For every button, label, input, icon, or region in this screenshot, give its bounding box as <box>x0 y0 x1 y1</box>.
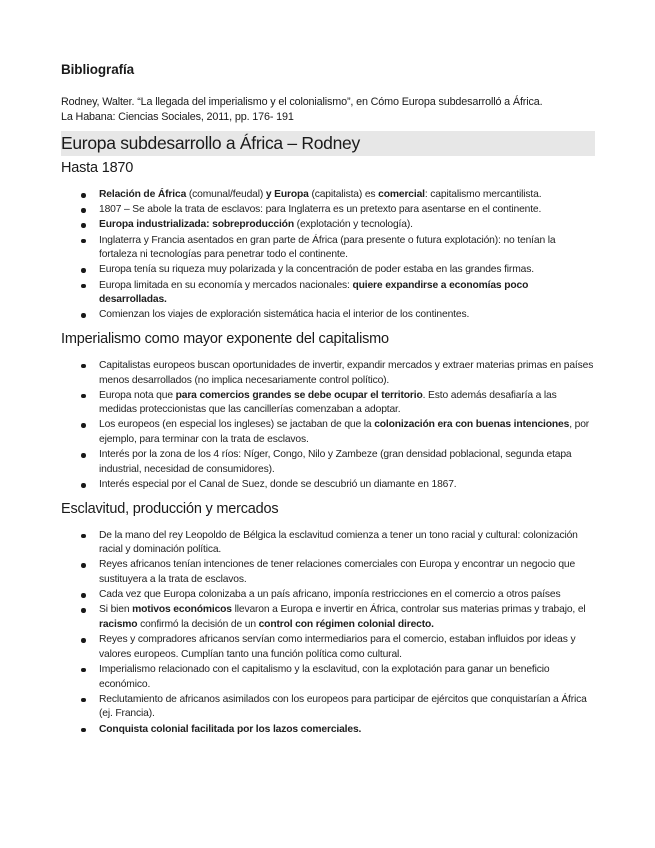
list-item: Capitalistas europeos buscan oportunidades de invertir, expandir mercados y extraer materias primas en países menos desarrollados (no implica necesariamente control político). <box>99 359 595 388</box>
section-heading-esclavitud: Esclavitud, producción y mercados <box>61 500 279 517</box>
list-item: Reyes y compradores africanos servían como intermediarios para el comercio, estaban influidos por ideas y valores europeos. Cumplían tanto una función política como cultural. <box>99 633 595 662</box>
document-title: Europa subdesarrollo a África – Rodney <box>61 131 595 156</box>
list-item: Reclutamiento de africanos asimilados con los europeos para participar de ejércitos que conquistarían a África (ej. Francia). <box>99 693 595 722</box>
citation-line-2: La Habana: Ciencias Sociales, 2011, pp. 176- 191 <box>61 111 294 123</box>
list-item: Imperialismo relacionado con el capitalismo y la esclavitud, con la explotación para ganar un beneficio económico. <box>99 663 595 692</box>
bibliography-heading: Bibliografía <box>61 62 135 77</box>
list-item: Cada vez que Europa colonizaba a un país africano, imponía restricciones en el comercio a otros países <box>99 588 595 603</box>
list-item: Interés por la zona de los 4 ríos: Níger, Congo, Nilo y Zambeze (gran densidad poblacional, segunda etapa industrial, necesidad de consumidores). <box>99 448 595 477</box>
list-item: Europa industrializada: sobreproducción (explotación y tecnología). <box>99 218 595 233</box>
list-item: Comienzan los viajes de exploración sistemática hacia el interior de los continentes. <box>99 308 595 323</box>
list-item: De la mano del rey Leopoldo de Bélgica la esclavitud comienza a tener un tono racial y cultural: colonización racial y dominación política. <box>99 529 595 558</box>
list-item: Europa nota que para comercios grandes se debe ocupar el territorio. Esto además desafiaría a las medidas proteccionistas que las cancillerías comenzaban a adoptar. <box>99 389 595 418</box>
list-item: Los europeos (en especial los ingleses) se jactaban de que la colonización era con buenas intenciones, por ejemplo, para terminar con la trata de esclavos. <box>99 418 595 447</box>
bullet-list-imperialismo <box>61 359 595 493</box>
list-item: Si bien motivos económicos llevaron a Europa e invertir en África, controlar sus materias primas y trabajo, el racismo confirmó la decisión de un control con régimen colonial directo. <box>99 603 595 632</box>
bullet-list-esclavitud <box>61 529 595 737</box>
list-item: Relación de África (comunal/feudal) y Europa (capitalista) es comercial: capitalismo mercantilista. <box>99 188 595 203</box>
list-item: 1807 – Se abole la trata de esclavos: para Inglaterra es un pretexto para asentarse en el continente. <box>99 203 595 218</box>
citation-line-1: Rodney, Walter. “La llegada del imperialismo y el colonialismo”, en Cómo Europa subdesarrolló a África. <box>61 96 543 108</box>
list-item: Inglaterra y Francia asentados en gran parte de África (para presente o futura explotación): no tenían la fortaleza ni tecnologías para penetrar todo el continente. <box>99 234 595 263</box>
section-heading-imperialismo: Imperialismo como mayor exponente del capitalismo <box>61 330 389 347</box>
bullet-list-hasta-1870 <box>61 188 595 323</box>
section-heading-hasta-1870: Hasta 1870 <box>61 160 134 176</box>
bibliography-citation <box>61 95 595 125</box>
list-item: Europa limitada en su economía y mercados nacionales: quiere expandirse a economías poco desarrolladas. <box>99 279 595 308</box>
list-item: Interés especial por el Canal de Suez, donde se descubrió un diamante en 1867. <box>99 478 595 493</box>
list-item: Europa tenía su riqueza muy polarizada y la concentración de poder estaba en las grandes firmas. <box>99 263 595 278</box>
list-item: Reyes africanos tenían intenciones de tener relaciones comerciales con Europa y encontrar un negocio que sustituyera a la trata de esclavos. <box>99 558 595 587</box>
list-item: Conquista colonial facilitada por los lazos comerciales. <box>99 723 595 738</box>
